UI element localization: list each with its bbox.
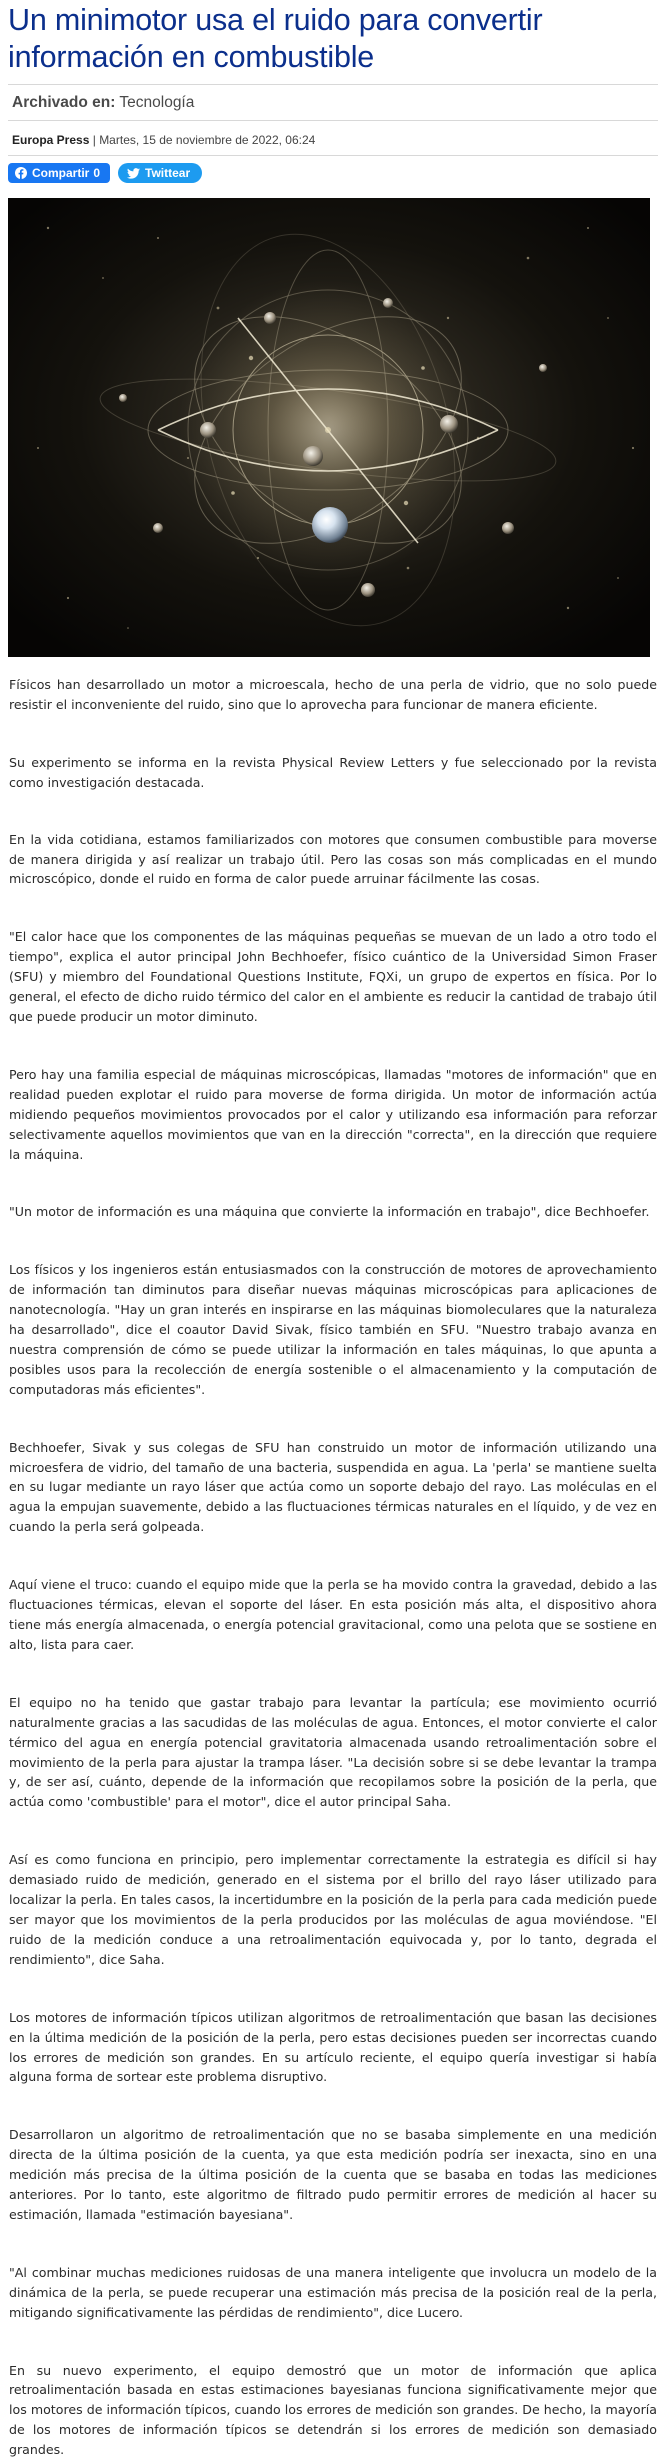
article-paragraph: "Un motor de información es una máquina que convierte la información en trabajo", dice Bechhoefer. — [9, 1204, 650, 1220]
article-paragraph: Físicos han desarrollado un motor a microescala, hecho de una perla de vidrio, que no solo puede resistir el inconveniente del ruido, sino que lo aprovecha para funcionar de manera eficiente. — [9, 677, 657, 712]
byline-separator: | — [92, 133, 96, 147]
page-title: Un minimotor usa el ruido para convertir información en combustible — [8, 3, 543, 74]
article-paragraph: En la vida cotidiana, estamos familiarizados con motores que consumen combustible para moverse de manera dirigida y así realizar un trabajo útil. Pero las cosas son más complicadas en el mundo microscópico, donde el ruido en forma de calor puede arruinar fácilmente las cosas. — [9, 831, 657, 887]
article-paragraph: Los motores de información típicos utilizan algoritmos de retroalimentación que basan las decisiones en la última medición de la posición de la perla, pero estas decisiones pueden ser incorrectas cuando los errores de medición son grandes. En su artículo reciente, el equipo quería investigar si había alguna forma de sortear este problema disruptivo. — [9, 2009, 657, 2085]
article-image — [8, 198, 650, 657]
facebook-icon — [15, 167, 27, 179]
article-paragraph: Pero hay una familia especial de máquinas microscópicas, llamadas "motores de información" que en realidad pueden explotar el ruido para moverse de forma dirigida. Un motor de información actúa midiendo pequeños movimientos provocados por el calor y utilizando esa información para reforzar selectivamente aquellos movimientos que van en la dirección "correcta", en la dirección que requiere la máquina. — [9, 1066, 657, 1162]
byline — [8, 121, 658, 156]
article-body — [8, 675, 658, 2460]
article-paragraph: En su nuevo experimento, el equipo demostró que un motor de información que aplica retroalimentación basada en estas estimaciones bayesianas funciona significativamente mejor que los motores de información típicos, cuando los errores de medición son grandes. De hecho, la mayoría de los motores de información típicos se detendrán si los errores de medición son demasiado grandes. — [9, 2362, 657, 2458]
share-bar — [8, 156, 658, 183]
category-link[interactable]: Tecnología — [119, 94, 195, 111]
article-paragraph: Aquí viene el truco: cuando el equipo mide que la perla se ha movido contra la gravedad, debido a las fluctuaciones térmicas, elevan el soporte del láser. En esta posición más alta, el dispositivo ahora tiene más energía almacenada, o energía potencial gravitacional, como una pelota que se sostiene en alto, lista para caer. — [9, 1577, 657, 1652]
article-paragraph: Los físicos y los ingenieros están entusiasmados con la construcción de motores de aprovechamiento de información tan diminutos para diseñar nuevas máquinas microscópicas para aplicaciones de nanotecnología. "Hay un gran interés en inspirarse en las máquinas biomoleculares que la naturaleza ha desarrollado", dice el coautor David Sivak, físico también en SFU. "Nuestro trabajo avanza en nuestra comprensión de cómo se puede utilizar la información en tales máquinas, lo que apunta a posibles usos para la recolección de energía sostenible o el almacenamiento y la computación de computadoras más eficientes". — [9, 1262, 657, 1397]
twitter-bird-icon — [127, 168, 140, 179]
facebook-share-count: 0 — [93, 166, 101, 180]
article-paragraph: Así es como funciona en principio, pero implementar correctamente la estrategia es difícil si hay demasiado ruido de medición, generado en el sistema por el brillo del rayo láser utilizado para localizar la perla. En tales casos, la incertidumbre en la posición de la perla para cada medición puede ser mayor que los movimientos de la perla producidos por las moléculas de agua moviéndose. "El ruido de la medición conduce a una retroalimentación equivocada y, por lo tanto, degrada el rendimiento", dice Saha. — [9, 1852, 657, 1967]
twitter-share-label: Twittear — [145, 166, 191, 180]
source-name: Europa Press — [12, 133, 90, 147]
article-paragraph: "El calor hace que los componentes de las máquinas pequeñas se muevan de un lado a otro todo el tiempo", explica el autor principal John Bechhoefer, físico cuántico de la Universidad Simon Fraser (SFU) y miembro del Foundational Questions Institute, FQXi, un grupo de expertos en física. Por lo general, el efecto de dicho ruido térmico del calor en el ambiente es reducir la cantidad de trabajo útil que puede producir un motor diminuto. — [9, 929, 657, 1024]
facebook-share-button[interactable] — [8, 163, 110, 183]
article-paragraph: "Al combinar muchas mediciones ruidosas de una manera inteligente que involucra un modelo de la dinámica de la perla, se puede recuperar una estimación más precisa de la posición real de la perla, mitigando significativamente las pérdidas de rendimiento", dice Lucero. — [9, 2264, 657, 2320]
twitter-share-button[interactable] — [118, 163, 202, 183]
facebook-share-label: Compartir — [32, 166, 90, 180]
article-paragraph: Bechhoefer, Sivak y sus colegas de SFU han construido un motor de información utilizando una microesfera de vidrio, del tamaño de una bacteria, suspendida en agua. La 'perla' se mantiene suelta en su lugar mediante un rayo láser que actúa como un soporte debajo del rayo. Las moléculas en el agua la empujan suavemente, debido a las fluctuaciones térmicas naturales en el líquido, y de vez en cuando la perla será golpeada. — [9, 1439, 657, 1535]
article-paragraph: Su experimento se informa en la revista Physical Review Letters y fue seleccionado por la revista como investigación destacada. — [9, 754, 657, 790]
publish-date: Martes, 15 de noviembre de 2022, 06:24 — [99, 133, 316, 147]
archive-label: Archivado en: — [12, 94, 116, 111]
article-paragraph: El equipo no ha tenido que gastar trabajo para levantar la partícula; ese movimiento ocurrió naturalmente gracias a las sacudidas de las moléculas de agua. Entonces, el motor convierte el calor térmico del agua en energía potencial gravitatoria almacenada usando retroalimentación sobre el movimiento de la perla para ajustar la trampa láser. "La decisión sobre si se debe levantar la trampa y, de ser así, cuánto, depende de la información que recopilamos sobre la posición de la perla, que actúa como 'combustible' para el motor", dice el autor principal Saha. — [9, 1694, 657, 1810]
article-paragraph: Desarrollaron un algoritmo de retroalimentación que no se basaba simplemente en una medición directa de la última posición de la cuenta, ya que esta medición podría ser inexacta, sino en una medición más precisa de la última posición de la cuenta que se basaba en todas las mediciones anteriores. Por lo tanto, este algoritmo de filtrado pudo permitir errores de medición al hacer su estimación, llamada "estimación bayesiana". — [9, 2127, 657, 2222]
archive-bar — [8, 84, 658, 121]
